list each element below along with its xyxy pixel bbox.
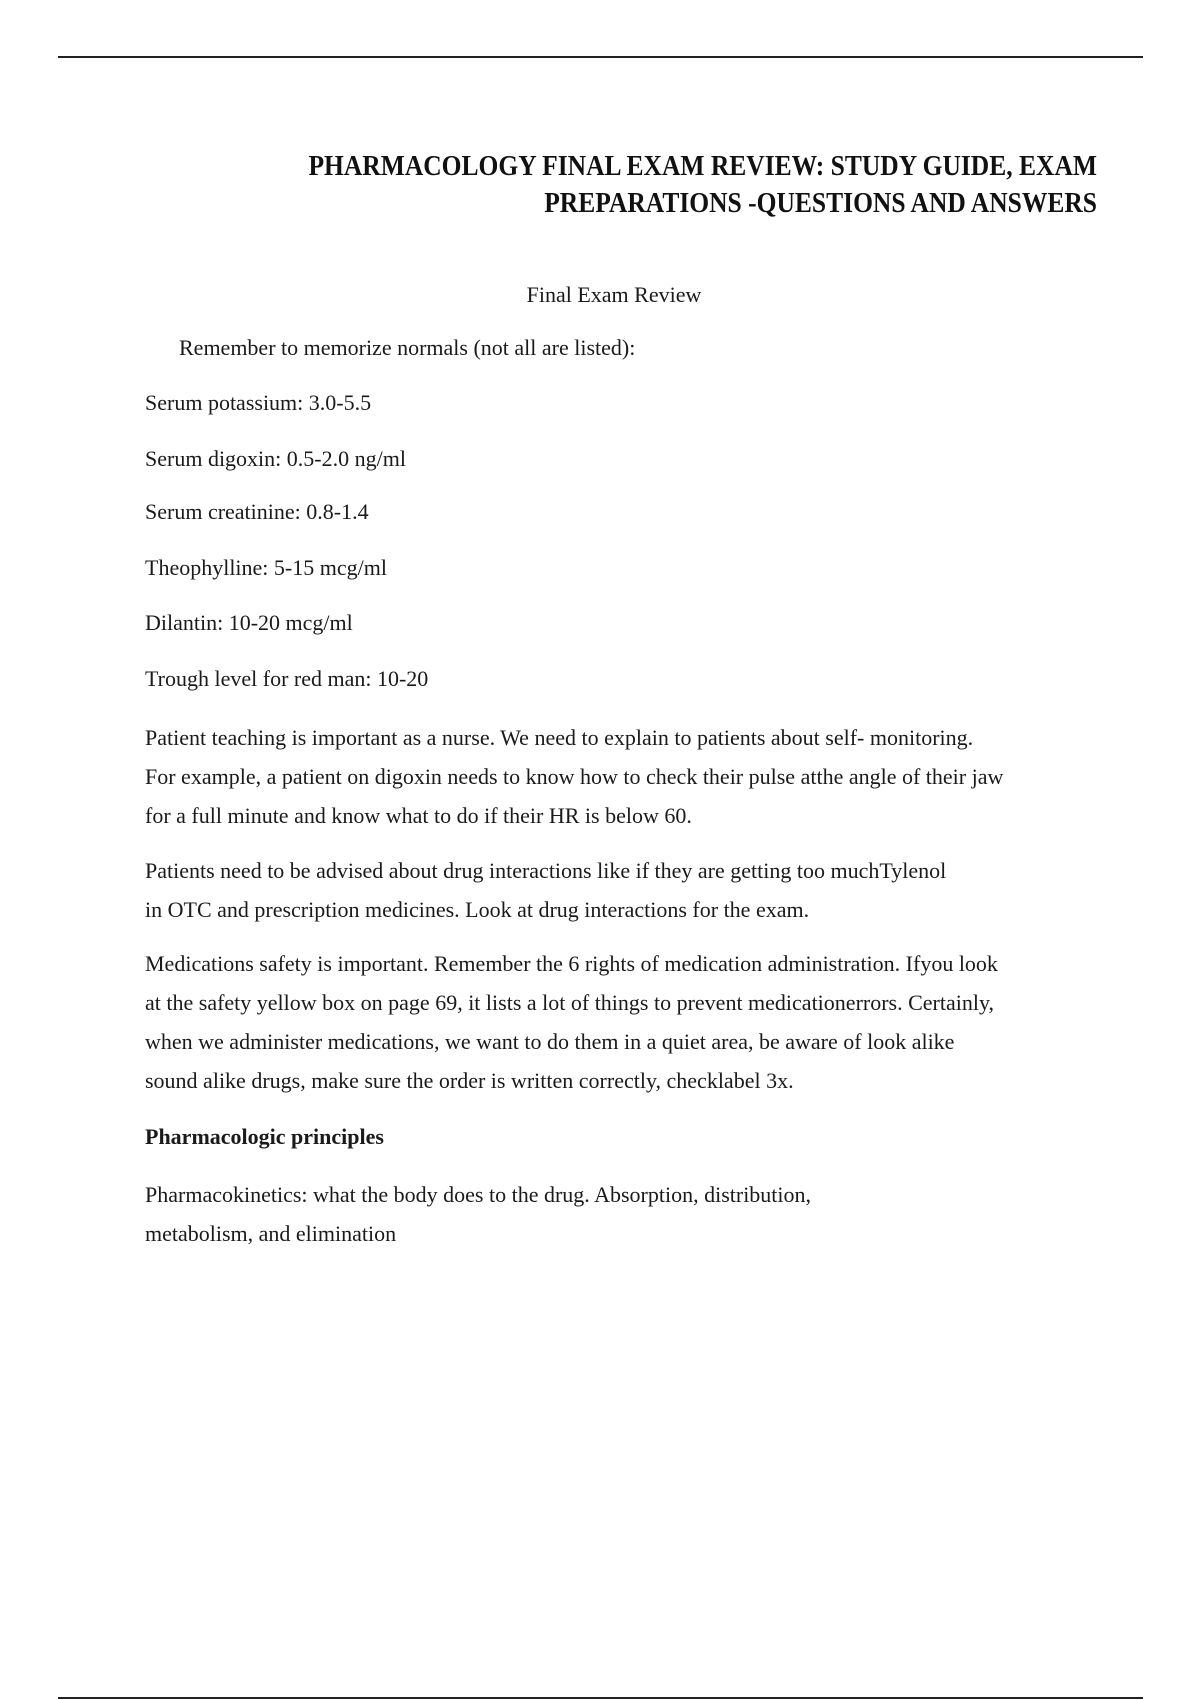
paragraph-line: Medications safety is important. Remember the 6 rights of medication administration. Ifyou look [145, 951, 998, 976]
paragraph-line: sound alike drugs, make sure the order is written correctly, checklabel 3x. [145, 1068, 794, 1093]
paragraph-pharmacokinetics [145, 1175, 1105, 1253]
normal-value-item: Serum creatinine: 0.8-1.4 [145, 499, 369, 524]
paragraph-line: metabolism, and elimination [145, 1221, 397, 1246]
normal-value-item: Serum digoxin: 0.5-2.0 ng/ml [145, 446, 406, 471]
top-rule [58, 56, 1143, 58]
paragraph-drug-interactions [145, 851, 1105, 929]
paragraph-line: Patient teaching is important as a nurse. We need to explain to patients about self- monitoring. [145, 725, 974, 750]
paragraph-patient-teaching [145, 718, 1105, 835]
paragraph-line: Patients need to be advised about drug interactions like if they are getting too muchTylenol [145, 858, 947, 883]
title-line: PREPARATIONS -QUESTIONS AND ANSWERS [544, 187, 1097, 219]
normal-value-item: Dilantin: 10-20 mcg/ml [145, 610, 353, 635]
normal-value-item: Trough level for red man: 10-20 [145, 666, 429, 691]
normal-value-item: Theophylline: 5-15 mcg/ml [145, 555, 387, 580]
bottom-rule [58, 1697, 1143, 1699]
paragraph-line: for a full minute and know what to do if their HR is below 60. [145, 803, 692, 828]
paragraph-line: at the safety yellow box on page 69, it lists a lot of things to prevent medicationerrors. Certainly, [145, 990, 995, 1015]
paragraph-line: when we administer medications, we want to do them in a quiet area, be aware of look alike [145, 1029, 955, 1054]
paragraph-line: For example, a patient on digoxin needs to know how to check their pulse atthe angle of their jaw [145, 764, 1004, 789]
document-title [305, 148, 1097, 222]
normal-value-item: Serum potassium: 3.0-5.5 [145, 390, 372, 415]
title-line: PHARMACOLOGY FINAL EXAM REVIEW: STUDY GUIDE, EXAM [308, 150, 1097, 182]
section-heading: Pharmacologic principles [145, 1124, 384, 1149]
document-subtitle: Final Exam Review [526, 282, 702, 307]
paragraph-line: in OTC and prescription medicines. Look at drug interactions for the exam. [145, 897, 810, 922]
paragraph-line: Pharmacokinetics: what the body does to the drug. Absorption, distribution, [145, 1182, 812, 1207]
paragraph-medication-safety [145, 944, 1105, 1100]
intro-text: Remember to memorize normals (not all are listed): [179, 335, 636, 360]
